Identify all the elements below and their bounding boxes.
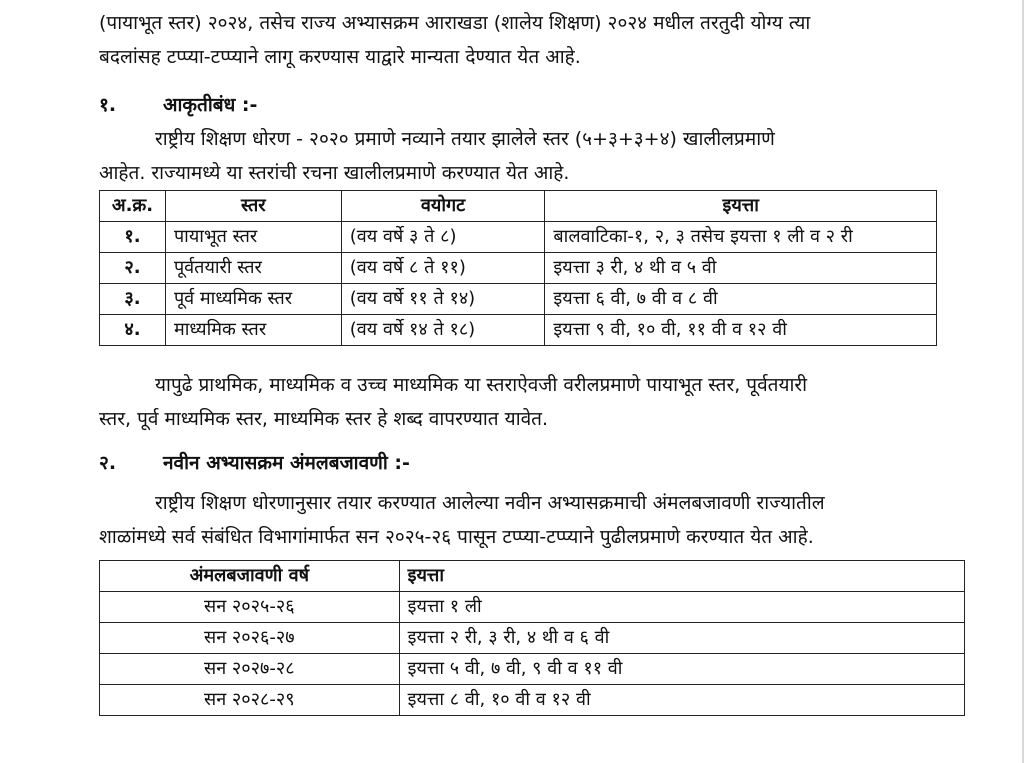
table-row (100, 315, 937, 346)
header-age-group: वयोगट (341, 191, 545, 222)
section-2-heading (99, 446, 410, 480)
intro-paragraph (99, 6, 937, 74)
cell-year: सन २०२७-२८ (100, 654, 400, 685)
cell-age-group: (वय वर्षे ८ ते ११) (341, 253, 545, 284)
cell-age-group: (वय वर्षे ११ ते १४) (341, 284, 545, 315)
section-1-number: १. (99, 94, 117, 116)
cell-year: सन २०२५-२६ (100, 592, 400, 623)
section-2-para-line-1: राष्ट्रीय शिक्षण धोरणानुसार तयार करण्यात आलेल्या नवीन अभ्यासक्रमाची अंमलबजावणी राज्यातील (155, 492, 825, 514)
cell-stage: पूर्व माध्यमिक स्तर (165, 284, 341, 315)
table-header-row (100, 561, 965, 592)
header-implementation-year: अंमलबजावणी वर्ष (100, 561, 400, 592)
section-1-para-line-1: राष्ट्रीय शिक्षण धोरण - २०२० प्रमाणे नव्याने तयार झालेले स्तर (५+३+३+४) खालीलप्रमाणे (155, 128, 775, 150)
table-row (100, 253, 937, 284)
section-1-para-line-2: आहेत. राज्यामध्ये या स्तरांची रचना खालीलप्रमाणे करण्यात येत आहे. (99, 162, 570, 184)
table-row (100, 284, 937, 315)
header-serial: अ.क्र. (100, 191, 166, 222)
cell-grade: इयत्ता २ री, ३ री, ४ थी व ६ वी (399, 623, 964, 654)
cell-year: सन २०२६-२७ (100, 623, 400, 654)
section-1-title: आकृतीबंध :- (163, 94, 258, 116)
header-stage: स्तर (165, 191, 341, 222)
table-row (100, 623, 965, 654)
cell-grade: इयत्ता ८ वी, १० वी व १२ वी (399, 685, 964, 716)
table-row (100, 222, 937, 253)
section-2-number: २. (99, 452, 117, 474)
after-table-paragraph (99, 368, 937, 436)
section-2-paragraph (99, 486, 937, 554)
section-1-heading (99, 88, 257, 122)
cell-year: सन २०२८-२९ (100, 685, 400, 716)
section-2-para-line-2: शाळांमध्ये सर्व संबंधित विभागांमार्फत सन २०२५-२६ पासून टप्प्या-टप्प्याने पुढीलप्रमाणे करण्यात येत आहे. (99, 526, 814, 548)
table-header-row (100, 191, 937, 222)
table-row (100, 592, 965, 623)
cell-serial: १. (100, 222, 166, 253)
after-table-line-1: यापुढे प्राथमिक, माध्यमिक व उच्च माध्यमिक या स्तराऐवजी वरीलप्रमाणे पायाभूत स्तर, पूर्वतयारी (155, 374, 808, 396)
cell-grade: इयत्ता ९ वी, १० वी, ११ वी व १२ वी (545, 315, 937, 346)
stage-structure-table (99, 190, 937, 346)
cell-serial: २. (100, 253, 166, 284)
cell-stage: माध्यमिक स्तर (165, 315, 341, 346)
implementation-schedule-table (99, 560, 965, 716)
cell-serial: ३. (100, 284, 166, 315)
intro-line-1: (पायाभूत स्तर) २०२४, तसेच राज्य अभ्यासक्रम आराखडा (शालेय शिक्षण) २०२४ मधील तरतुदी योग्य त्या (99, 12, 811, 34)
cell-grade: इयत्ता ३ री, ४ थी व ५ वी (545, 253, 937, 284)
table-row (100, 654, 965, 685)
cell-age-group: (वय वर्षे ३ ते ८) (341, 222, 545, 253)
section-1-paragraph (99, 122, 937, 190)
cell-grade: बालवाटिका-१, २, ३ तसेच इयत्ता १ ली व २ री (545, 222, 937, 253)
cell-stage: पूर्वतयारी स्तर (165, 253, 341, 284)
section-2-title: नवीन अभ्यासक्रम अंमलबजावणी :- (163, 452, 410, 474)
cell-serial: ४. (100, 315, 166, 346)
header-grade: इयत्ता (545, 191, 937, 222)
header-grade: इयत्ता (399, 561, 964, 592)
table-row (100, 685, 965, 716)
cell-grade: इयत्ता ५ वी, ७ वी, ९ वी व ११ वी (399, 654, 964, 685)
cell-grade: इयत्ता ६ वी, ७ वी व ८ वी (545, 284, 937, 315)
cell-age-group: (वय वर्षे १४ ते १८) (341, 315, 545, 346)
after-table-line-2: स्तर, पूर्व माध्यमिक स्तर, माध्यमिक स्तर हे शब्द वापरण्यात यावेत. (99, 408, 549, 430)
intro-line-2: बदलांसह टप्प्या-टप्प्याने लागू करण्यास याद्वारे मान्यता देण्यात येत आहे. (99, 46, 581, 68)
cell-grade: इयत्ता १ ली (399, 592, 964, 623)
cell-stage: पायाभूत स्तर (165, 222, 341, 253)
